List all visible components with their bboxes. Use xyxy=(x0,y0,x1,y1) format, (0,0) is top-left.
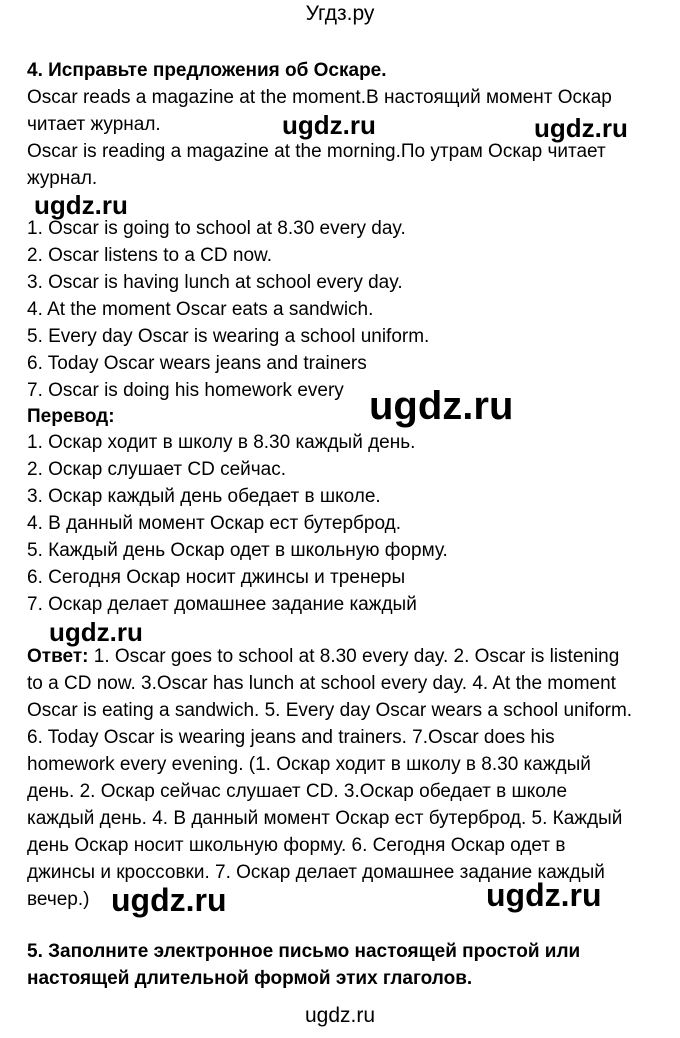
task5-heading: 5. Заполните электронное письмо настоящей простой или xyxy=(27,941,581,962)
watermark: ugdz.ru xyxy=(49,617,143,647)
translation-item: 5. Каждый день Оскар одет в школьную форму. xyxy=(27,540,448,561)
example-line: Oscar is reading a magazine at the morning.По утрам Оскар читает xyxy=(27,141,606,162)
sentence-item: 5. Every day Oscar is wearing a school uniform. xyxy=(27,326,430,347)
answer-line: джинсы и кроссовки. 7. Оскар делает домашнее задание каждый xyxy=(27,862,605,883)
translation-item: 2. Оскар слушает CD сейчас. xyxy=(27,459,287,480)
watermark: ugdz.ru xyxy=(486,877,602,913)
answer-line: вечер.) xyxy=(27,889,90,910)
watermark: ugdz.ru xyxy=(282,110,376,140)
answer-line: каждый день. 4. В данный момент Оскар ест бутерброд. 5. Каждый xyxy=(27,808,623,829)
translation-label: Перевод: xyxy=(27,406,115,427)
watermark: ugdz.ru xyxy=(534,113,628,143)
translation-item: 4. В данный момент Оскар ест бутерброд. xyxy=(27,513,402,534)
watermark: ugdz.ru xyxy=(369,384,514,428)
sentence-item: 7. Oscar is doing his homework every xyxy=(27,380,344,401)
translation-item: 1. Оскар ходит в школу в 8.30 каждый день. xyxy=(27,432,416,453)
answer-line: день. 2. Оскар сейчас слушает CD. 3.Оскар обедает в школе xyxy=(27,781,568,802)
example-line: читает журнал. xyxy=(27,114,161,135)
sentence-item: 2. Oscar listens to a CD now. xyxy=(27,245,272,266)
example-line: журнал. xyxy=(27,168,98,189)
task4-heading: 4. Исправьте предложения об Оскаре. xyxy=(27,60,387,81)
example-line: Oscar reads a magazine at the moment.В настоящий момент Оскар xyxy=(27,87,612,108)
answer-line: homework every evening. (1. Оскар ходит в школу в 8.30 каждый xyxy=(27,754,591,775)
translation-item: 6. Сегодня Оскар носит джинсы и тренеры xyxy=(27,567,406,588)
sentence-item: 4. At the moment Oscar eats a sandwich. xyxy=(27,299,374,320)
sentence-item: 6. Today Oscar wears jeans and trainers xyxy=(27,353,367,374)
answer-line: to a CD now. 3.Oscar has lunch at school every day. 4. At the moment xyxy=(27,673,616,694)
site-title: Угдз.ру xyxy=(305,2,375,25)
answer-line: Oscar is eating a sandwich. 5. Every day Oscar wears a school uniform. xyxy=(27,700,633,721)
watermark: ugdz.ru xyxy=(34,190,128,220)
answer-line: 6. Today Oscar is wearing jeans and trainers. 7.Oscar does his xyxy=(27,727,555,748)
footer-site: ugdz.ru xyxy=(304,1004,376,1027)
sentence-item: 1. Oscar is going to school at 8.30 every day. xyxy=(27,218,406,239)
watermark: ugdz.ru xyxy=(111,882,227,918)
answer-text: 1. Oscar goes to school at 8.30 every day. 2. Oscar is listening xyxy=(88,646,620,667)
task5-heading: настоящей длительной формой этих глаголов. xyxy=(27,968,473,989)
translation-item: 7. Оскар делает домашнее задание каждый xyxy=(27,594,417,615)
answer-label: Ответ: xyxy=(27,646,89,667)
answer-line: день Оскар носит школьную форму. 6. Сегодня Оскар одет в xyxy=(27,835,566,856)
translation-item: 3. Оскар каждый день обедает в школе. xyxy=(27,486,381,507)
sentence-item: 3. Oscar is having lunch at school every day. xyxy=(27,272,403,293)
